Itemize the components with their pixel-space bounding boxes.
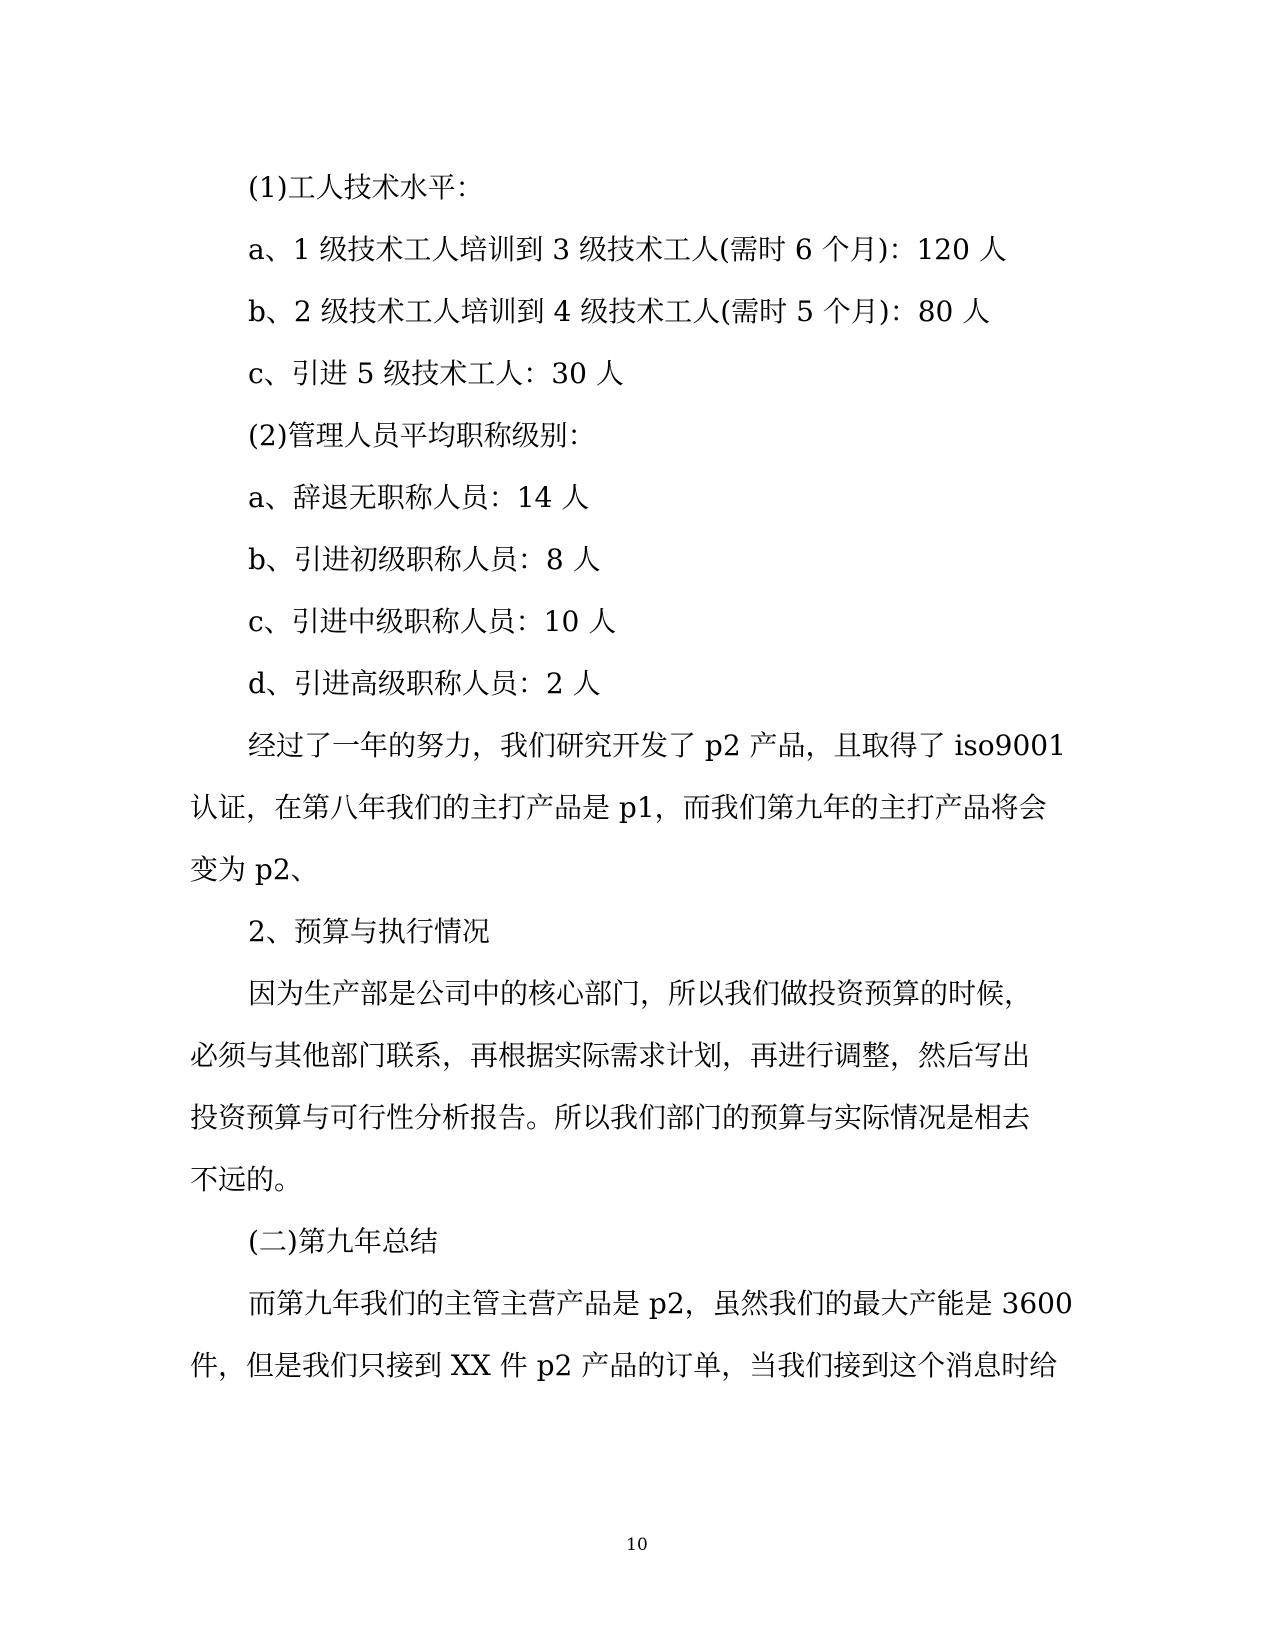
text-line-item-b-junior: b、引进初级职称人员：8 人 (248, 543, 601, 576)
text-line-item-a-dismiss: a、辞退无职称人员：14 人 (248, 481, 590, 514)
text-line-management-heading: (2)管理人员平均职称级别： (248, 419, 596, 452)
text-line-item-a-level1: a、1 级技术工人培训到 3 级技术工人(需时 6 个月)：120 人 (248, 233, 1007, 266)
paragraph-research-line-3: 变为 p2、 (190, 853, 319, 886)
paragraph-budget-line-1: 因为生产部是公司中的核心部门，所以我们做投资预算的时候， (248, 977, 1033, 1010)
paragraph-year-nine-line-1: 而第九年我们的主管主营产品是 p2，虽然我们的最大产能是 3600 (248, 1287, 1073, 1320)
text-line-item-c-level5: c、引进 5 级技术工人：30 人 (248, 357, 624, 390)
section-heading-budget: 2、预算与执行情况 (248, 915, 490, 948)
paragraph-year-nine-line-2: 件，但是我们只接到 XX 件 p2 产品的订单，当我们接到这个消息时给 (190, 1349, 1058, 1382)
paragraph-research-line-1: 经过了一年的努力，我们研究开发了 p2 产品，且取得了 iso9001 (248, 729, 1066, 762)
paragraph-budget-line-3: 投资预算与可行性分析报告。所以我们部门的预算与实际情况是相去 (190, 1101, 1031, 1134)
text-line-item-c-intermediate: c、引进中级职称人员：10 人 (248, 605, 617, 638)
text-line-item-d-senior: d、引进高级职称人员：2 人 (248, 667, 601, 700)
section-heading-year-nine: (二)第九年总结 (248, 1225, 438, 1258)
paragraph-budget-line-2: 必须与其他部门联系，再根据实际需求计划，再进行调整，然后写出 (190, 1039, 1031, 1072)
paragraph-research-line-2: 认证，在第八年我们的主打产品是 p1，而我们第九年的主打产品将会 (190, 791, 1047, 824)
text-line-item-b-level2: b、2 级技术工人培训到 4 级技术工人(需时 5 个月)：80 人 (248, 295, 991, 328)
paragraph-budget-line-4: 不远的。 (190, 1163, 303, 1196)
text-line-worker-skill-heading: (1)工人技术水平： (248, 171, 484, 204)
page-number: 10 (626, 1535, 648, 1555)
